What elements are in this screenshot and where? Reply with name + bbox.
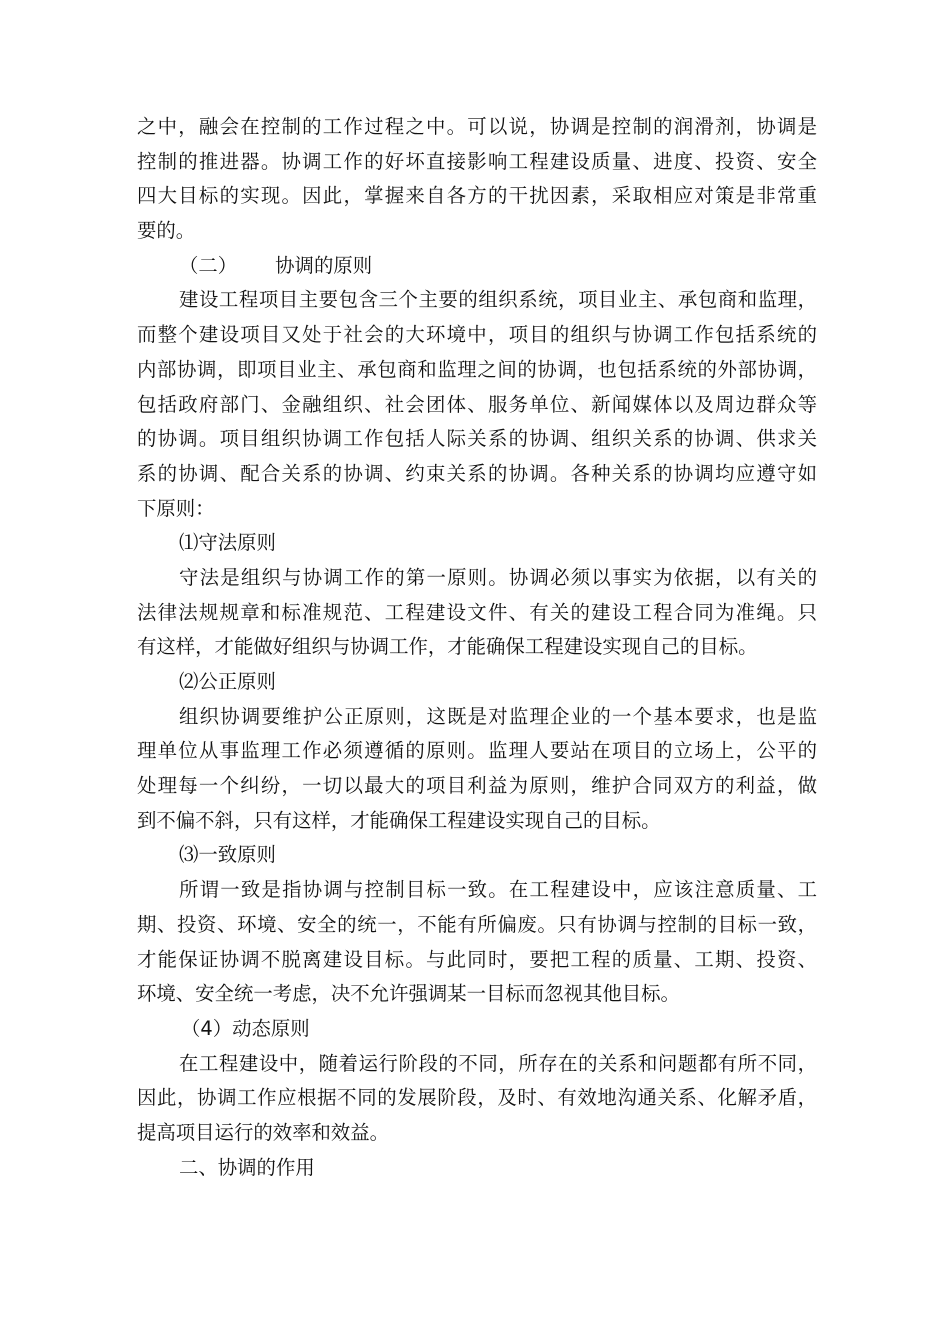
paragraph-line: 四大目标的实现。因此，掌握来自各方的干扰因素，采取相应对策是非常重 (137, 184, 817, 208)
paragraph-line: 环境、安全统一考虑，决不允许强调某一目标而忽视其他目标。 (137, 982, 680, 1006)
paragraph-line: 之中，融会在控制的工作过程之中。可以说，协调是控制的润滑剂，协调是 (137, 115, 817, 138)
paragraph-line: 处理每一个纠纷，一切以最大的项目利益为原则，维护合同双方的利益，做 (137, 774, 817, 798)
paragraph-line: 组织协调要维护公正原则，这既是对监理企业的一个基本要求，也是监 (179, 704, 817, 728)
principles-paragraph (137, 283, 817, 526)
paragraph-line: 而整个建设项目又处于社会的大环境中，项目的组织与协调工作包括系统的 (137, 323, 817, 347)
principle-3-paragraph (137, 873, 817, 1012)
principle-heading-consistent: ⑶一致原则 (179, 843, 276, 867)
principle-heading-dynamic: （4）动态原则 (181, 1016, 310, 1040)
principle-heading-fair: ⑵公正原则 (179, 670, 276, 693)
principle-heading-lawful: ⑴守法原则 (179, 531, 276, 555)
paragraph-line: 系的协调、配合关系的协调、约束关系的协调。各种关系的协调均应遵守如 (137, 461, 817, 485)
paragraph-line: 所谓一致是指协调与控制目标一致。在工程建设中，应该注意质量、工 (179, 878, 817, 902)
paragraph-line: 提高项目运行的效率和效益。 (137, 1120, 390, 1144)
paragraph-line: 有这样，才能做好组织与协调工作，才能确保工程建设实现自己的目标。 (137, 635, 758, 659)
principle-2-paragraph (137, 700, 817, 839)
principle-1-paragraph (137, 561, 817, 665)
section-heading-role: 二、协调的作用 (179, 1155, 315, 1179)
document-page (137, 110, 817, 1185)
paragraph-line: 因此，协调工作应根据不同的发展阶段，及时、有效地沟通关系、化解矛盾， (137, 1086, 817, 1110)
paragraph-line: 内部协调，即项目业主、承包商和监理之间的协调，也包括系统的外部协调， (137, 357, 817, 381)
intro-paragraph (137, 110, 817, 249)
paragraph-line: 法律法规规章和标准规范、工程建设文件、有关的建设工程合同为准绳。只 (137, 600, 817, 624)
principle-4-paragraph (137, 1047, 817, 1151)
paragraph-line: 期、投资、环境、安全的统一，不能有所偏废。只有协调与控制的目标一致， (137, 912, 817, 936)
paragraph-line: 才能保证协调不脱离建设目标。与此同时，要把工程的质量、工期、投资、 (137, 947, 817, 971)
section-heading-principles (137, 249, 817, 284)
paragraph-line: 包括政府部门、金融组织、社会团体、服务单位、新闻媒体以及周边群众等 (137, 392, 817, 416)
section-title: 协调的原则 (275, 253, 373, 277)
paragraph-line: 理单位从事监理工作必须遵循的原则。监理人要站在项目的立场上，公平的 (137, 739, 817, 763)
paragraph-line: 建设工程项目主要包含三个主要的组织系统，项目业主、承包商和监理， (179, 288, 817, 312)
section-number: （二） (179, 253, 238, 277)
paragraph-line: 的协调。项目组织协调工作包括人际关系的协调、组织关系的协调、供求关 (137, 427, 817, 451)
paragraph-line: 要的。 (137, 219, 196, 243)
paragraph-line: 守法是组织与协调工作的第一原则。协调必须以事实为依据，以有关的 (179, 565, 817, 589)
paragraph-line: 下原则： (137, 496, 215, 520)
paragraph-line: 在工程建设中，随着运行阶段的不同，所存在的关系和问题都有所不同， (179, 1051, 817, 1075)
paragraph-line: 到不偏不斜，只有这样，才能确保工程建设实现自己的目标。 (137, 808, 661, 832)
paragraph-line: 控制的推进器。协调工作的好坏直接影响工程建设质量、进度、投资、安全 (137, 149, 817, 173)
